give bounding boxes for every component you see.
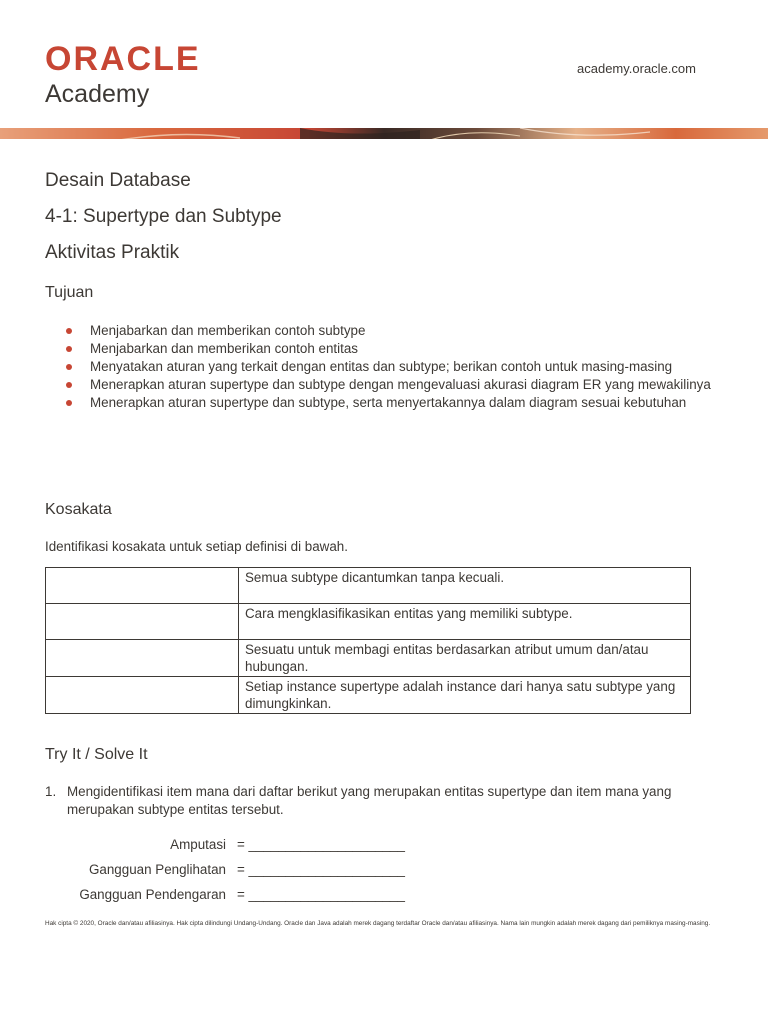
decorative-banner [0, 127, 768, 139]
objectives-list [66, 322, 716, 412]
answer-row-amputasi [0, 837, 440, 855]
vocabulary-heading: Kosakata [45, 501, 112, 518]
definition-cell: Sesuatu untuk membagi entitas berdasarkan atribut umum dan/atau hubungan. [239, 640, 691, 677]
answer-blank[interactable]: = _____________________ [237, 887, 405, 902]
answer-row-penglihatan [0, 862, 440, 880]
answer-row-pendengaran [0, 887, 440, 905]
term-cell[interactable] [46, 568, 239, 604]
bullet-icon [66, 328, 72, 334]
course-title: Desain Database [45, 170, 191, 191]
list-item: Menerapkan aturan supertype dan subtype, serta menyertakannya dalam diagram sesuai kebutuhan [66, 394, 716, 412]
vocabulary-intro: Identifikasi kosakata untuk setiap definisi di bawah. [45, 539, 348, 554]
question-number: 1. [45, 784, 57, 799]
answer-label: Amputasi [170, 837, 226, 852]
definition-cell: Cara mengklasifikasikan entitas yang memiliki subtype. [239, 604, 691, 640]
oracle-logo: ORACLE [45, 40, 201, 78]
academy-logo-text: Academy [45, 80, 150, 108]
bullet-icon [66, 400, 72, 406]
lesson-title: 4-1: Supertype dan Subtype [45, 206, 282, 227]
list-item: Menerapkan aturan supertype dan subtype dengan mengevaluasi akurasi diagram ER yang mewakilinya [66, 376, 716, 394]
bullet-icon [66, 364, 72, 370]
list-item: Menyatakan aturan yang terkait dengan entitas dan subtype; berikan contoh untuk masing-masing [66, 358, 716, 376]
term-cell[interactable] [46, 677, 239, 714]
list-item: Menjabarkan dan memberikan contoh entitas [66, 340, 716, 358]
site-url: academy.oracle.com [577, 61, 696, 76]
objectives-heading: Tujuan [45, 284, 94, 301]
question-text: Mengidentifikasi item mana dari daftar berikut yang merupakan entitas supertype dan item mana yang merupakan subtype entitas tersebut. [67, 784, 672, 817]
answer-label: Gangguan Pendengaran [79, 887, 226, 902]
list-item: Menjabarkan dan memberikan contoh subtype [66, 322, 716, 340]
definition-cell: Semua subtype dicantumkan tanpa kecuali. [239, 568, 691, 604]
term-cell[interactable] [46, 604, 239, 640]
table-row [46, 568, 691, 604]
answer-blank[interactable]: = _____________________ [237, 862, 405, 877]
definition-cell: Setiap instance supertype adalah instance dari hanya satu subtype yang dimungkinkan. [239, 677, 691, 714]
activity-title: Aktivitas Praktik [45, 242, 180, 263]
answer-label: Gangguan Penglihatan [89, 862, 226, 877]
table-row [46, 640, 691, 677]
table-row [46, 604, 691, 640]
question-1 [45, 783, 725, 819]
answer-blank[interactable]: = _____________________ [237, 837, 405, 852]
bullet-icon [66, 382, 72, 388]
try-it-heading: Try It / Solve It [45, 746, 148, 763]
copyright-footer: Hak cipta © 2020, Oracle dan/atau afiliasinya. Hak cipta dilindungi Undang-Undang. Oracle dan Java adalah merek dagang terdaftar Oracle dan/atau afiliasinya. Nama lain mungkin adalah merek dagang dari pemiliknya masing-masing. [45, 920, 711, 927]
vocabulary-table [45, 567, 691, 714]
term-cell[interactable] [46, 640, 239, 677]
table-row [46, 677, 691, 714]
bullet-icon [66, 346, 72, 352]
